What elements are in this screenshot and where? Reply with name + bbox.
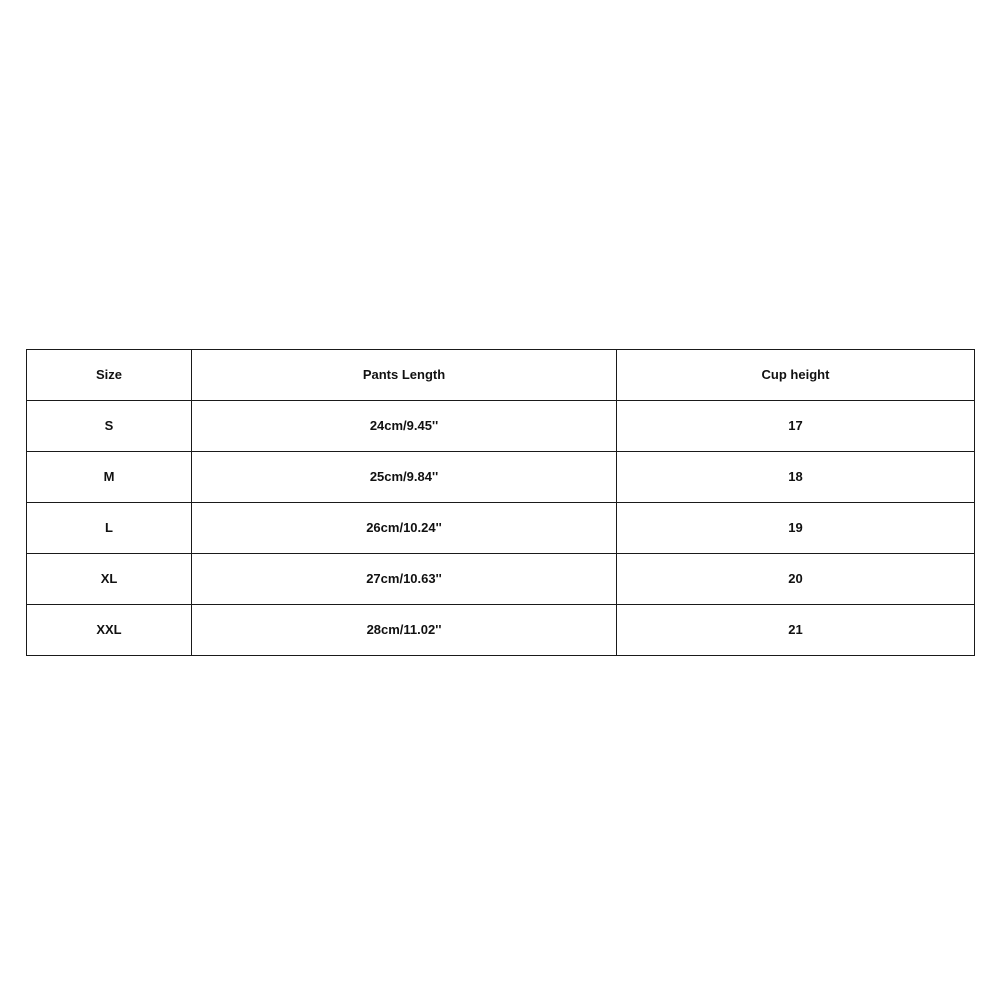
column-header-pants-length: Pants Length [192, 350, 617, 401]
table-header-row [27, 350, 975, 401]
cell-size: XXL [27, 605, 192, 656]
size-chart-container [26, 349, 974, 656]
cell-pants-length: 25cm/9.84'' [192, 452, 617, 503]
size-chart-table [26, 349, 975, 656]
table-header [27, 350, 975, 401]
table-body [27, 401, 975, 656]
table-row [27, 452, 975, 503]
cell-pants-length: 24cm/9.45'' [192, 401, 617, 452]
cell-cup-height: 19 [617, 503, 975, 554]
table-row [27, 605, 975, 656]
cell-size: M [27, 452, 192, 503]
column-header-cup-height: Cup height [617, 350, 975, 401]
cell-pants-length: 28cm/11.02'' [192, 605, 617, 656]
table-row [27, 554, 975, 605]
cell-cup-height: 18 [617, 452, 975, 503]
cell-cup-height: 21 [617, 605, 975, 656]
table-row [27, 503, 975, 554]
cell-size: S [27, 401, 192, 452]
cell-size: L [27, 503, 192, 554]
cell-cup-height: 17 [617, 401, 975, 452]
cell-pants-length: 27cm/10.63'' [192, 554, 617, 605]
cell-pants-length: 26cm/10.24'' [192, 503, 617, 554]
cell-cup-height: 20 [617, 554, 975, 605]
table-row [27, 401, 975, 452]
cell-size: XL [27, 554, 192, 605]
column-header-size: Size [27, 350, 192, 401]
